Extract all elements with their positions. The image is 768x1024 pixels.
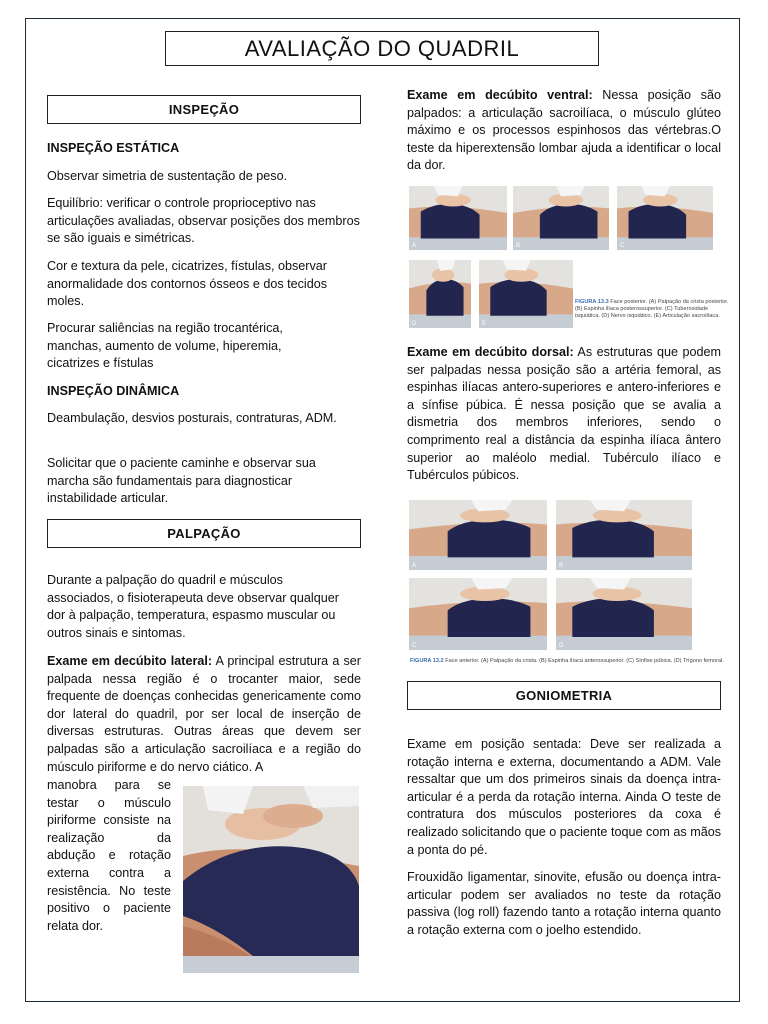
inspecao-paragraph: Cor e textura da pele, cicatrizes, fístulas, observar anormalidade dos contornos ósseos e dos tecidos moles. bbox=[47, 259, 328, 309]
lateral-decubitus-photo bbox=[183, 786, 359, 973]
svg-text:D: D bbox=[412, 321, 417, 327]
palpacao-manobra-paragraph: manobra para se testar o músculo piriforme consiste na realização da abdução e rotação externa contra a resistência. No teste positivo o paciente relata dor. bbox=[47, 778, 171, 933]
goniometria-paragraph: Frouxidão ligamentar, sinovite, efusão ou doença intra-articular podem ser avaliados no teste da rotação passiva (log roll) fazendo tanto a rotação interna quanto a rotação externa com o joelho estendido. bbox=[407, 870, 721, 937]
dorsal-caption-text: Face anterior. (A) Palpação da crista. (B) Espinha ilíaca anterossuperior. (C) Sínfise púbica. (D) Trígono femoral. bbox=[445, 658, 724, 664]
svg-text:D: D bbox=[559, 643, 564, 649]
inspecao-paragraph: Equilíbrio: verificar o controle proprioceptivo nas articulações avaliadas, observar posições dos membros se são iguais e simétricas. bbox=[47, 196, 360, 246]
dorsal-label: Exame em decúbito dorsal: bbox=[407, 345, 574, 359]
clinical-photo bbox=[617, 186, 713, 250]
clinical-photo bbox=[479, 260, 573, 328]
palpacao-header: PALPAÇÃO bbox=[47, 519, 361, 548]
dorsal-text: As estruturas que podem ser palpadas nessa posição são a artéria femoral, as espinhas ilíacas antero-superiores e antero-inferiores e a sínfise púbica. É nessa posição que se avalia a dismetria dos membros inferiores, sendo o comprimento real a distância da espinha ilíaca ântero superior ao maléolo medial. Tubérculo ilíaco e Tubérculos púbicos. bbox=[407, 345, 721, 483]
lateral-text: A principal estrutura a ser palpada nessa região é o trocanter maior, sede frequente de doenças conhecidas genericamente como dor lateral do quadril, por ser local de inserção de diversas estruturas. Outras áreas que devem ser palpadas são a articulação sacroilíaca e a região do músculo piriforme e do nervo ciático. A bbox=[47, 654, 361, 774]
ventral-label: Exame em decúbito ventral: bbox=[407, 88, 593, 102]
goniometria-header: GONIOMETRIA bbox=[407, 681, 721, 710]
clinical-photo bbox=[409, 186, 507, 250]
inspecao-dinamica-title: INSPEÇÃO DINÂMICA bbox=[47, 384, 180, 398]
page-title: AVALIAÇÃO DO QUADRIL bbox=[165, 31, 599, 66]
clinical-photo bbox=[409, 260, 471, 328]
inspecao-paragraph: Solicitar que o paciente caminhe e observar sua marcha são fundamentais para diagnosticar instabilidade articular. bbox=[47, 456, 316, 506]
inspecao-estatica-title: INSPEÇÃO ESTÁTICA bbox=[47, 141, 180, 155]
clinical-photo bbox=[409, 500, 547, 570]
palpacao-paragraph: Durante a palpação do quadril e músculos associados, o fisioterapeuta deve observar qualquer dor à palpação, temperatura, espasmo muscular ou outros sinais e sintomas. bbox=[47, 573, 339, 640]
clinical-photo bbox=[556, 500, 692, 570]
ventral-text: Nessa posição são palpados: a articulação sacroilíaca, o músculo glúteo máximo e os processos espinhosos das vértebras.O teste da hiperextensão lombar ajuda a identificar o local da dor. bbox=[407, 88, 721, 173]
ventral-paragraph bbox=[407, 87, 721, 175]
inspecao-header: INSPEÇÃO bbox=[47, 95, 361, 124]
dorsal-figure-caption bbox=[410, 658, 740, 665]
lateral-label: Exame em decúbito lateral: bbox=[47, 654, 213, 668]
svg-text:C: C bbox=[412, 643, 417, 649]
svg-text:B: B bbox=[516, 243, 521, 249]
svg-text:E: E bbox=[482, 321, 487, 327]
inspecao-paragraph: Observar simetria de sustentação de peso. bbox=[47, 169, 288, 183]
svg-text:A: A bbox=[412, 243, 417, 249]
ventral-caption-figure-number: FIGURA 13.3 bbox=[575, 299, 609, 305]
clinical-photo bbox=[513, 186, 609, 250]
inspecao-paragraph: Deambulação, desvios posturais, contraturas, ADM. bbox=[47, 411, 337, 425]
ventral-caption-text: Face posterior. (A) Palpação da crista posterior. (B) Espinha ilíaca posterossuperior. (C) Tuberosidade isquiática. (D) Nervo isquiático. (E) Articulação sacroilíaca. bbox=[575, 299, 729, 319]
goniometria-paragraph: Exame em posição sentada: Deve ser realizada a rotação interna e externa, documentando a ADM. Vale ressaltar que um dos primeiros sinais da doença intra-articular é a perda da rotação interna. Ainda O teste de contratura dos músculos posteriores da coxa é realizado solicitando que o paciente toque com as mãos a ponta do pé. bbox=[407, 737, 721, 857]
inspecao-paragraph: Procurar saliências na região trocantérica, manchas, aumento de volume, hiperemia, cicatrizes e fístulas bbox=[47, 321, 283, 371]
svg-text:B: B bbox=[559, 563, 564, 569]
dorsal-paragraph bbox=[407, 344, 721, 485]
ventral-figure-caption bbox=[575, 299, 733, 320]
dorsal-caption-figure-number: FIGURA 13.2 bbox=[410, 658, 444, 664]
svg-text:A: A bbox=[412, 563, 417, 569]
palpacao-lateral-paragraph bbox=[47, 653, 361, 776]
clinical-photo bbox=[556, 578, 692, 650]
svg-text:C: C bbox=[620, 243, 625, 249]
clinical-photo bbox=[409, 578, 547, 650]
